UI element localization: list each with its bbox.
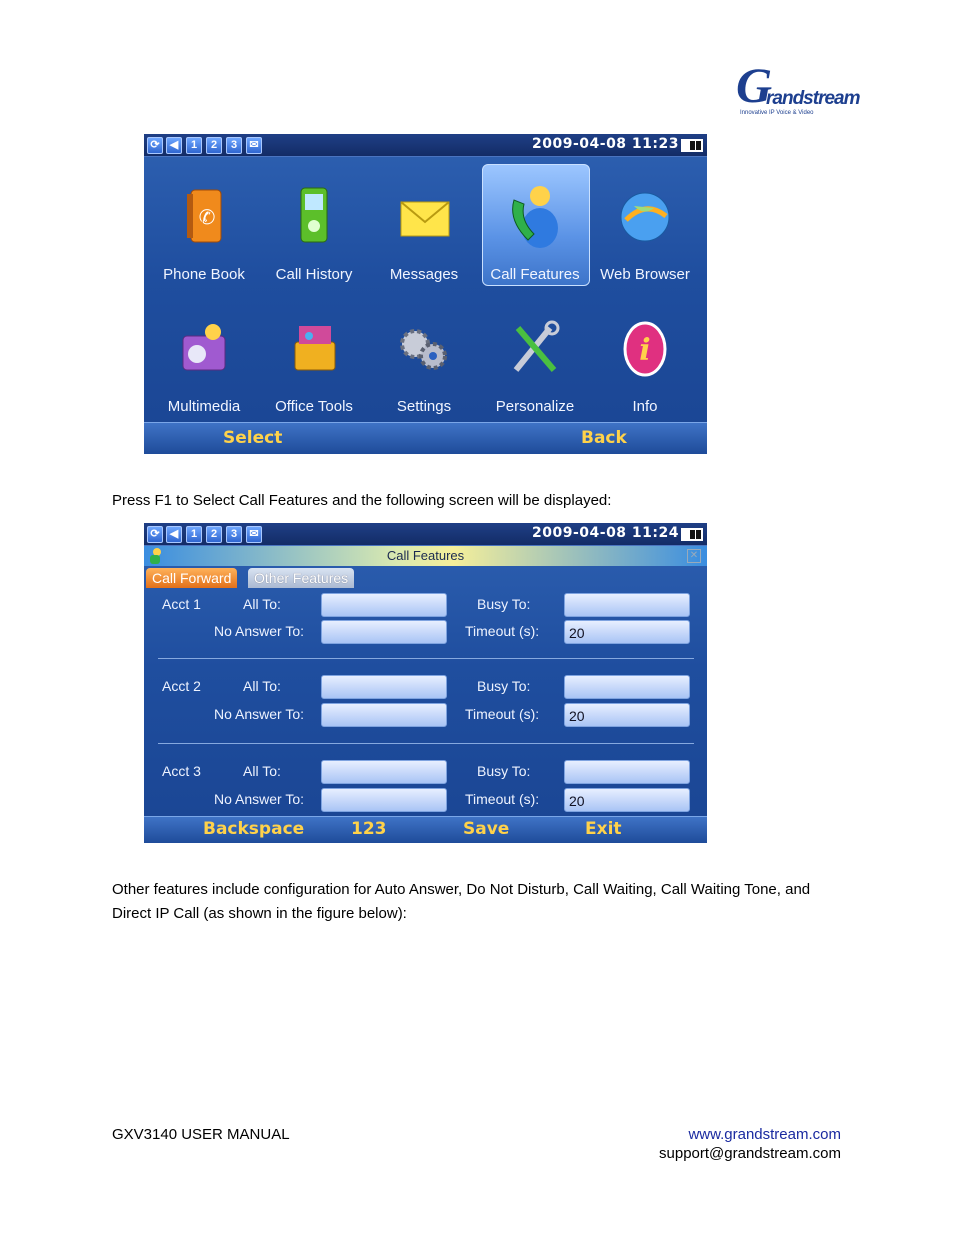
all-to-label: All To:: [243, 678, 281, 694]
status-bar: [144, 134, 707, 157]
select-softkey[interactable]: Select: [223, 428, 283, 448]
call-features-icon: [504, 186, 566, 248]
svg-text:✆: ✆: [198, 205, 216, 229]
account-label: Acct 1: [162, 596, 201, 612]
timeout-label: Timeout (s):: [465, 623, 540, 639]
save-softkey[interactable]: Save: [463, 819, 510, 839]
menu-item-info[interactable]: i Info: [590, 318, 700, 415]
speaker-icon: ◀: [166, 526, 182, 543]
divider: [158, 743, 694, 744]
speaker-icon: ◀: [166, 137, 182, 154]
acct1-timeout-field[interactable]: 20: [564, 620, 690, 644]
settings-icon: [393, 318, 455, 380]
acct2-no-answer-to-field[interactable]: [321, 703, 447, 727]
svg-text:i: i: [639, 333, 651, 368]
account-3-indicator: 3: [226, 137, 242, 154]
menu-item-call-history[interactable]: Call History: [259, 186, 369, 283]
messages-icon: [393, 186, 455, 248]
instruction-text-2-line2: Direct IP Call (as shown in the figure below):: [112, 905, 407, 922]
all-to-label: All To:: [243, 596, 281, 612]
menu-item-multimedia[interactable]: Multimedia: [149, 318, 259, 415]
menu-item-office-tools[interactable]: Office Tools: [259, 318, 369, 415]
acct2-all-to-field[interactable]: [321, 675, 447, 699]
account-2-indicator: 2: [206, 137, 222, 154]
account-1-indicator: 1: [186, 526, 202, 543]
acct1-all-to-field[interactable]: [321, 593, 447, 617]
acct3-busy-to-field[interactable]: [564, 760, 690, 784]
logo-tagline: Innovative IP Voice & Video: [740, 110, 814, 116]
account-3-indicator: 3: [226, 526, 242, 543]
info-icon: [614, 318, 676, 380]
busy-to-label: Busy To:: [477, 763, 531, 779]
battery-icon: [681, 139, 703, 152]
softkey-bar: [144, 816, 707, 843]
no-answer-to-label: No Answer To:: [214, 791, 305, 807]
battery-icon: [681, 528, 703, 541]
web-browser-icon: [614, 186, 676, 248]
no-answer-to-label: No Answer To:: [214, 706, 305, 722]
menu-item-settings[interactable]: Settings: [369, 318, 479, 415]
acct2-timeout-field[interactable]: 20: [564, 703, 690, 727]
menu-item-call-features[interactable]: Call Features: [480, 186, 590, 283]
acct3-all-to-field[interactable]: [321, 760, 447, 784]
instruction-text-1: Press F1 to Select Call Features and the following screen will be displayed:: [112, 492, 612, 509]
acct3-timeout-field[interactable]: 20: [564, 788, 690, 812]
timeout-label: Timeout (s):: [465, 706, 540, 722]
account-1-indicator: 1: [186, 137, 202, 154]
busy-to-label: Busy To:: [477, 678, 531, 694]
personalize-icon: [504, 318, 566, 380]
busy-to-label: Busy To:: [477, 596, 531, 612]
logo-wordmark: randstream: [766, 88, 860, 109]
window-title: Call Features: [386, 548, 465, 563]
menu-item-personalize[interactable]: Personalize: [480, 318, 590, 415]
menu-item-web-browser[interactable]: Web Browser: [590, 186, 700, 283]
backspace-softkey[interactable]: Backspace: [203, 819, 305, 839]
input-mode-softkey[interactable]: 123: [351, 819, 387, 839]
menu-item-messages[interactable]: Messages: [369, 186, 479, 283]
call-features-screen: [144, 523, 707, 843]
acct1-no-answer-to-field[interactable]: [321, 620, 447, 644]
message-icon: ✉: [246, 137, 262, 154]
account-2-indicator: 2: [206, 526, 222, 543]
acct3-no-answer-to-field[interactable]: [321, 788, 447, 812]
acct2-busy-to-field[interactable]: [564, 675, 690, 699]
account-label: Acct 2: [162, 678, 201, 694]
close-icon[interactable]: ✕: [687, 549, 701, 563]
footer-manual-title: GXV3140 USER MANUAL: [112, 1126, 290, 1143]
sync-icon: ⟳: [147, 137, 163, 154]
acct1-busy-to-field[interactable]: [564, 593, 690, 617]
message-icon: ✉: [246, 526, 262, 543]
back-softkey[interactable]: Back: [581, 428, 627, 448]
sync-icon: ⟳: [147, 526, 163, 543]
office-tools-icon: [283, 318, 345, 380]
no-answer-to-label: No Answer To:: [214, 623, 305, 639]
footer-support-email[interactable]: support@grandstream.com: [659, 1145, 841, 1162]
instruction-text-2-line1: Other features include configuration for Auto Answer, Do Not Disturb, Call Waiting, Call Waiting Tone, and: [112, 881, 811, 898]
date-time: 2009-04-08 11:23: [532, 136, 679, 152]
footer-website-link[interactable]: www.grandstream.com: [688, 1126, 841, 1143]
account-label: Acct 3: [162, 763, 201, 779]
status-bar: [144, 523, 707, 546]
exit-softkey[interactable]: Exit: [585, 819, 622, 839]
divider: [158, 658, 694, 659]
logo-letter: G: [736, 57, 773, 113]
call-history-icon: [283, 186, 345, 248]
all-to-label: All To:: [243, 763, 281, 779]
multimedia-icon: [173, 318, 235, 380]
date-time: 2009-04-08 11:24: [532, 525, 679, 541]
main-menu-screen: [144, 134, 707, 454]
tab-other-features[interactable]: Other Features: [248, 568, 354, 588]
softkey-bar: [144, 422, 707, 454]
grandstream-logo: [736, 57, 860, 122]
timeout-label: Timeout (s):: [465, 791, 540, 807]
phone-book-icon: [173, 186, 235, 248]
window-title-bar: [144, 546, 707, 566]
menu-item-phone-book[interactable]: ✆ Phone Book: [149, 186, 259, 283]
tab-call-forward[interactable]: Call Forward: [146, 568, 237, 588]
